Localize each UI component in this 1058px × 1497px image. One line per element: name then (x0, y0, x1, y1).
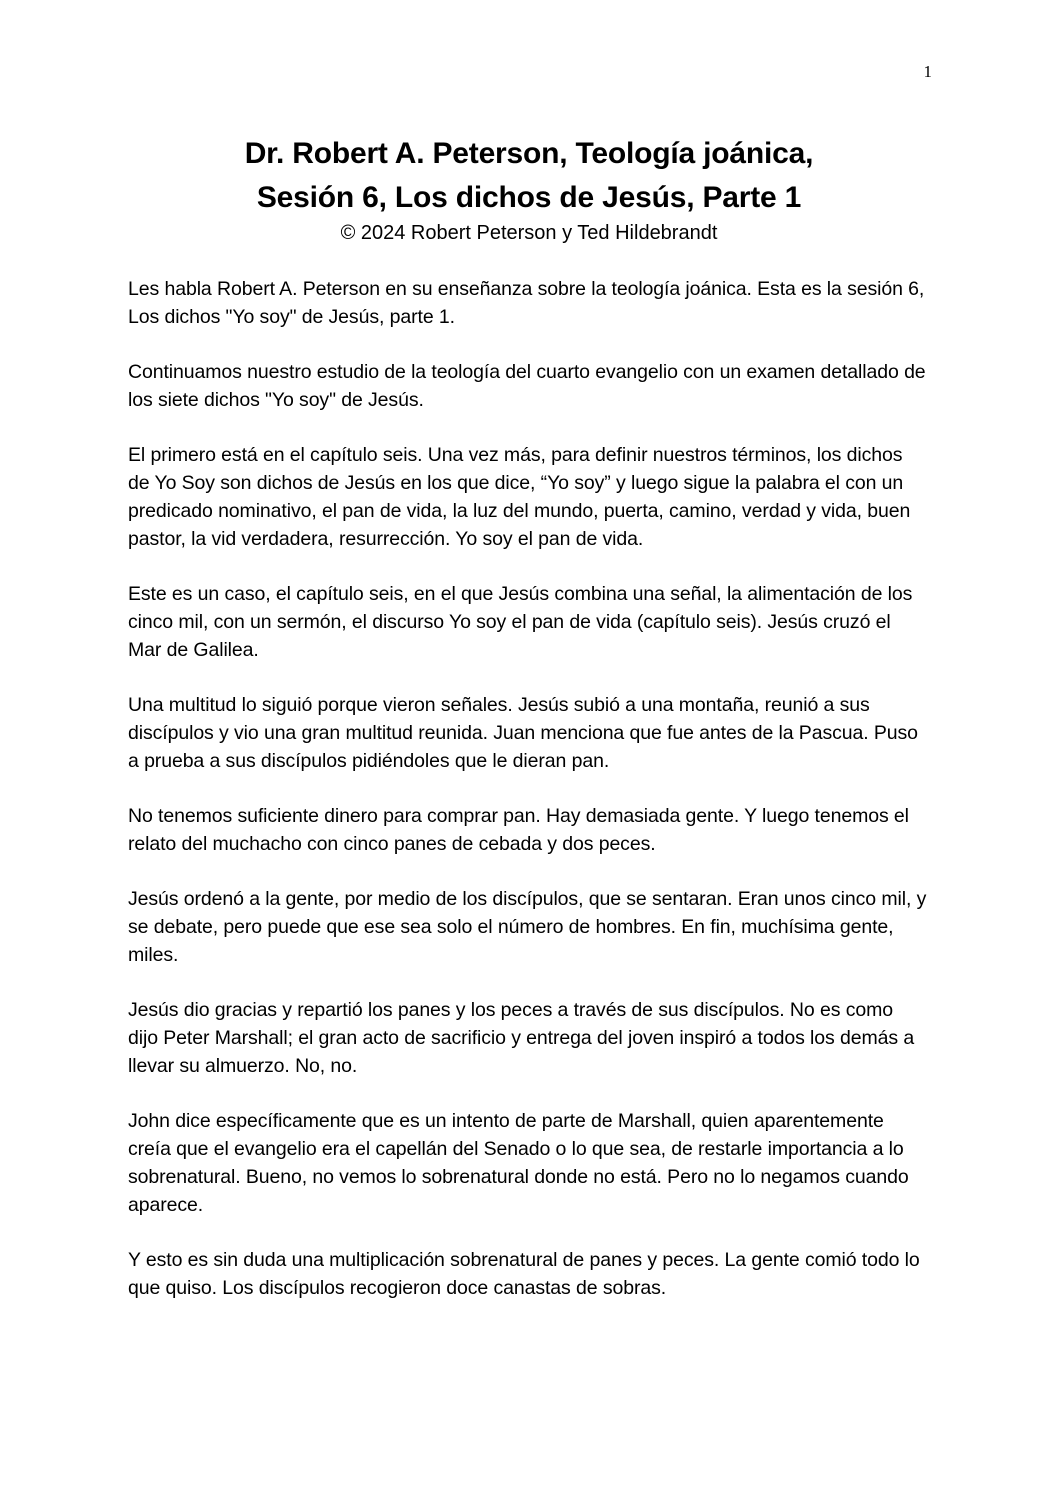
document-title-line-1: Dr. Robert A. Peterson, Teología joánica, (244, 137, 814, 170)
paragraph: Jesús dio gracias y repartió los panes y los peces a través de sus discípulos. No es como dijo Peter Marshall; el gran acto de sacrificio y entrega del joven inspiró a todos los demás a llevar su almuerzo. No, no. (128, 999, 915, 1077)
body-text (128, 275, 928, 1329)
title-block (0, 132, 1058, 246)
paragraph: Una multitud lo siguió porque vieron señales. Jesús subió a una montaña, reunió a sus discípulos y vio una gran multitud reunida. Juan menciona que fue antes de la Pascua. Puso a prueba a sus discípulos pidiéndoles que le dieran pan. (128, 694, 918, 772)
paragraph: Les habla Robert A. Peterson en su enseñanza sobre la teología joánica. Esta es la sesión 6, Los dichos "Yo soy" de Jesús, parte 1. (128, 278, 925, 328)
paragraph: Continuamos nuestro estudio de la teología del cuarto evangelio con un examen detallado de los siete dichos "Yo soy" de Jesús. (128, 361, 926, 411)
paragraph: No tenemos suficiente dinero para comprar pan. Hay demasiada gente. Y luego tenemos el relato del muchacho con cinco panes de cebada y dos peces. (128, 805, 909, 855)
paragraph: John dice específicamente que es un intento de parte de Marshall, quien aparentemente creía que el evangelio era el capellán del Senado o lo que sea, de restarle importancia a lo sobrenatural. Bueno, no vemos lo sobrenatural donde no está. Pero no lo negamos cuando aparece. (128, 1110, 909, 1216)
paragraph: Y esto es sin duda una multiplicación sobrenatural de panes y peces. La gente comió todo lo que quiso. Los discípulos recogieron doce canastas de sobras. (128, 1249, 920, 1299)
copyright-notice: © 2024 Robert Peterson y Ted Hildebrandt (340, 222, 718, 244)
page-number: 1 (923, 62, 932, 81)
paragraph: Este es un caso, el capítulo seis, en el que Jesús combina una señal, la alimentación de los cinco mil, con un sermón, el discurso Yo soy el pan de vida (capítulo seis). Jesús cruzó el Mar de Galilea. (128, 583, 913, 661)
paragraph: El primero está en el capítulo seis. Una vez más, para definir nuestros términos, los dichos de Yo Soy son dichos de Jesús en los que dice, “Yo soy” y luego sigue la palabra el con un predicado nominativo, el pan de vida, la luz del mundo, puerta, camino, verdad y vida, buen pastor, la vid verdadera, resurrección. Yo soy el pan de vida. (128, 444, 911, 550)
document-title-line-2: Sesión 6, Los dichos de Jesús, Parte 1 (256, 181, 802, 214)
paragraph: Jesús ordenó a la gente, por medio de los discípulos, que se sentaran. Eran unos cinco mil, y se debate, pero puede que ese sea solo el número de hombres. En fin, muchísima gente, miles. (128, 888, 927, 966)
